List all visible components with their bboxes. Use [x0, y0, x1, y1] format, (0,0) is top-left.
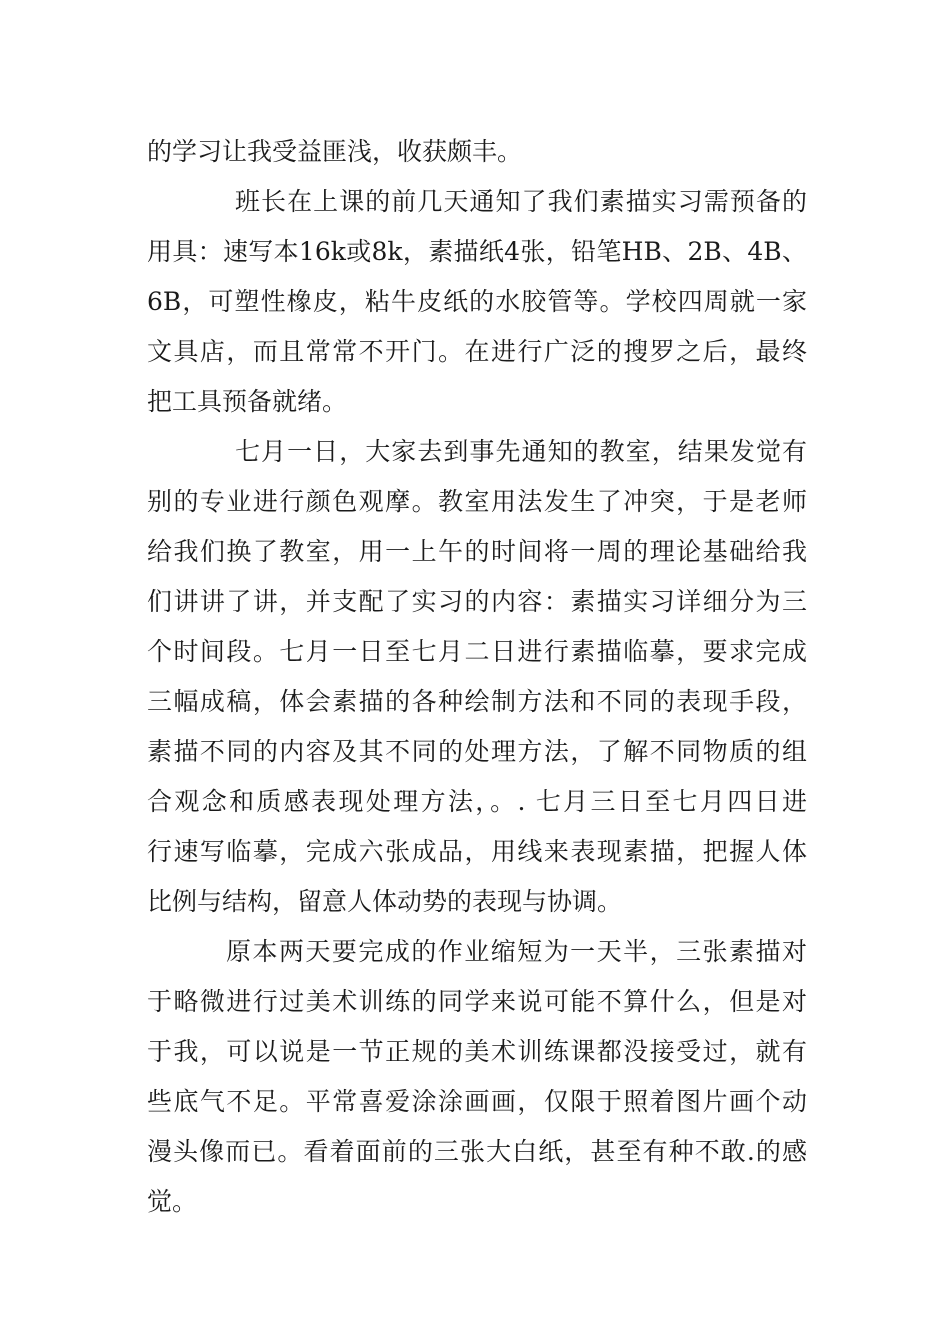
text-line: 三幅成稿，体会素描的各种绘制方法和不同的表现手段，: [147, 687, 807, 716]
text-line: 个时间段。七月一日至七月二日进行素描临摹，要求完成: [147, 637, 807, 666]
text-line: 于略微进行过美术训练的同学来说可能不算什么，但是对: [147, 987, 807, 1016]
text-line: 6B，可塑性橡皮，粘牛皮纸的水胶管等。学校四周就一家: [147, 287, 807, 316]
text-line: 七月一日，大家去到事先通知的教室，结果发觉有: [235, 437, 807, 466]
text-line: 原本两天要完成的作业缩短为一天半，三张素描对: [226, 937, 807, 966]
text-line: 于我，可以说是一节正规的美术训练课都没接受过，就有: [147, 1037, 807, 1066]
text-line: 别的专业进行颜色观摩。教室用法发生了冲突，于是老师: [147, 487, 807, 516]
text-line: 的学习让我受益匪浅，收获颇丰。: [147, 137, 523, 166]
text-line: 素描不同的内容及其不同的处理方法，了解不同物质的组: [147, 737, 807, 766]
text-line: 漫头像而已。看着面前的三张大白纸，甚至有种不敢.的感: [147, 1137, 807, 1166]
text-line: 觉。: [147, 1187, 198, 1216]
text-line: 些底气不足。平常喜爱涂涂画画，仅限于照着图片画个动: [147, 1087, 807, 1116]
text-line: 给我们换了教室，用一上午的时间将一周的理论基础给我: [147, 537, 807, 566]
text-line: 行速写临摹，完成六张成品，用线来表现素描，把握人体: [147, 837, 807, 866]
text-line: 文具店，而且常常不开门。在进行广泛的搜罗之后，最终: [147, 337, 807, 366]
text-line: 用具：速写本16k或8k，素描纸4张，铅笔HB、2B、4B、: [147, 237, 807, 266]
text-line: 合观念和质感表现处理方法，。. 七月三日至七月四日进: [147, 787, 807, 816]
text-line: 比例与结构，留意人体动势的表现与协调。: [147, 887, 623, 916]
text-line: 们讲讲了讲，并支配了实习的内容：素描实习详细分为三: [147, 587, 807, 616]
text-line: 把工具预备就绪。: [147, 387, 348, 416]
text-line: 班长在上课的前几天通知了我们素描实习需预备的: [235, 187, 807, 216]
